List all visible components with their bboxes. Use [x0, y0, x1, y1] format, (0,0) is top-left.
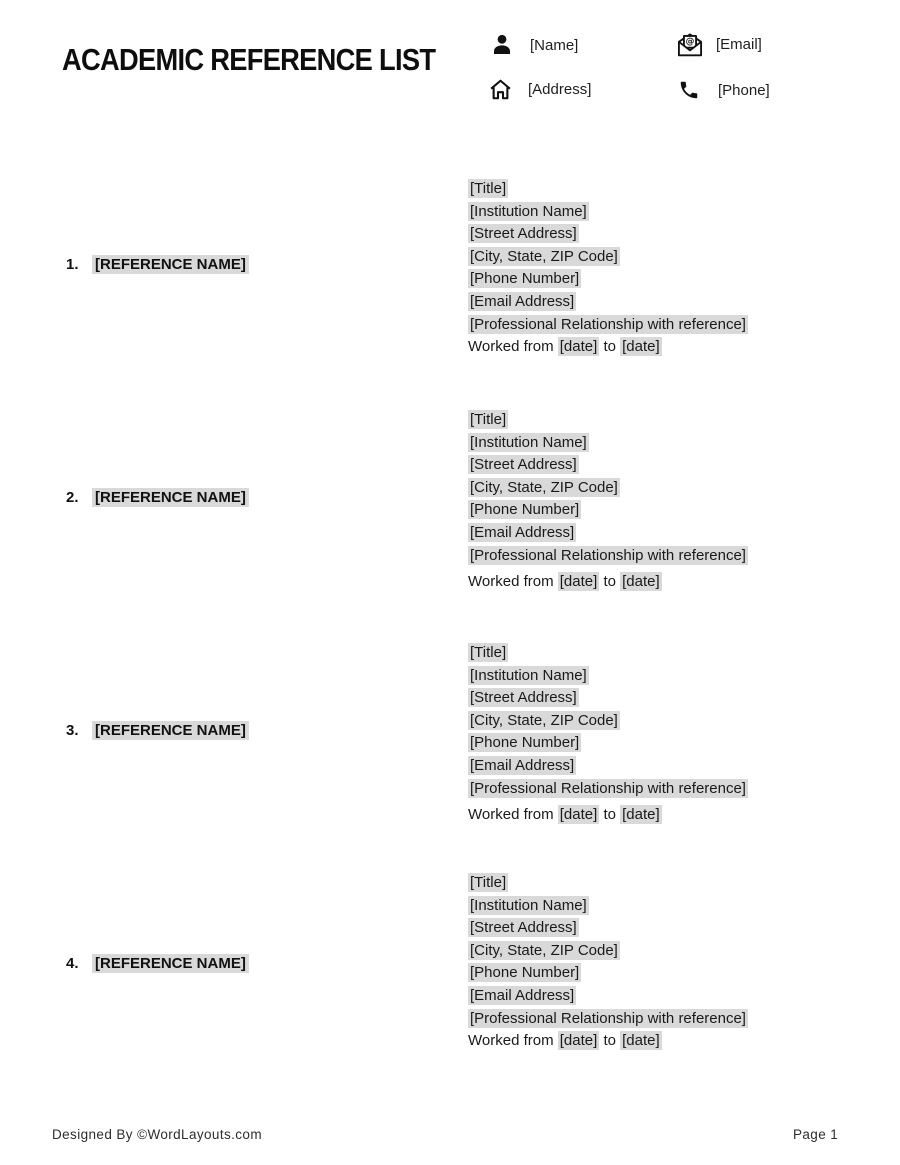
worked-to: to — [603, 1032, 616, 1050]
detail-line — [468, 687, 878, 710]
name-field[interactable]: [Name] — [530, 36, 579, 54]
reference-entry-label — [66, 488, 249, 507]
detail-line — [468, 985, 878, 1008]
date-field[interactable]: [date] — [559, 573, 598, 591]
detail-line — [468, 1008, 878, 1031]
phone-number-field[interactable]: [Phone Number] — [470, 270, 580, 288]
street-field[interactable]: [Street Address] — [470, 456, 577, 474]
page-title: ACADEMIC REFERENCE LIST — [62, 42, 436, 77]
detail-line — [468, 291, 878, 314]
reference-entry-label — [66, 954, 249, 973]
email-field[interactable]: [Email] — [716, 36, 762, 53]
detail-line — [468, 432, 878, 455]
person-icon — [490, 33, 530, 57]
detail-line — [468, 268, 878, 291]
worked-prefix: Worked from — [468, 338, 554, 356]
reference-name-field[interactable]: [REFERENCE NAME] — [92, 488, 249, 507]
date-field[interactable]: [date] — [622, 338, 660, 356]
title-field[interactable]: [Title] — [470, 644, 507, 661]
phone-icon — [678, 79, 718, 101]
email-icon — [676, 31, 716, 58]
relationship-field[interactable]: [Professional Relationship with reference] — [470, 315, 746, 333]
email-address-field[interactable]: [Email Address] — [470, 986, 575, 1004]
reference-entry-label — [66, 255, 249, 274]
city-field[interactable]: [City, State, ZIP Code] — [470, 711, 618, 729]
phone-number-field[interactable]: [Phone Number] — [470, 734, 580, 752]
street-field[interactable]: [Street Address] — [470, 919, 577, 937]
title-field[interactable]: [Title] — [470, 180, 507, 197]
reference-number: 1. — [66, 256, 79, 273]
institution-field[interactable]: [Institution Name] — [470, 433, 587, 451]
title-field[interactable]: [Title] — [470, 411, 507, 428]
detail-line — [468, 314, 878, 337]
worked-to: to — [603, 806, 616, 824]
detail-line — [468, 246, 878, 269]
reference-number: 2. — [66, 489, 79, 506]
contact-address — [488, 77, 591, 102]
page-number: Page 1 — [793, 1127, 839, 1142]
street-field[interactable]: [Street Address] — [470, 225, 577, 243]
worked-line — [468, 336, 878, 359]
detail-line — [468, 454, 878, 477]
detail-line — [468, 755, 878, 778]
relationship-field[interactable]: [Professional Relationship with reference] — [470, 546, 746, 564]
detail-line — [468, 223, 878, 246]
footer-credit: Designed By ©WordLayouts.com — [52, 1127, 262, 1142]
street-field[interactable]: [Street Address] — [470, 689, 577, 707]
svg-text:@: @ — [685, 37, 695, 48]
phone-number-field[interactable]: [Phone Number] — [470, 501, 580, 519]
reference-details — [468, 872, 878, 1053]
email-address-field[interactable]: [Email Address] — [470, 756, 575, 774]
detail-line — [468, 499, 878, 522]
worked-prefix: Worked from — [468, 573, 554, 591]
city-field[interactable]: [City, State, ZIP Code] — [470, 941, 618, 959]
detail-line — [468, 895, 878, 918]
detail-line — [468, 872, 878, 895]
detail-line — [468, 778, 878, 801]
contact-name — [490, 33, 578, 57]
reference-number: 4. — [66, 955, 79, 972]
reference-entry-label — [66, 721, 249, 740]
phone-field[interactable]: [Phone] — [718, 81, 770, 99]
worked-to: to — [603, 338, 616, 356]
institution-field[interactable]: [Institution Name] — [470, 202, 587, 220]
detail-line — [468, 409, 878, 432]
detail-line — [468, 962, 878, 985]
detail-line — [468, 732, 878, 755]
contact-phone — [678, 79, 770, 101]
reference-name-field[interactable]: [REFERENCE NAME] — [92, 255, 249, 274]
date-field[interactable]: [date] — [622, 1032, 660, 1050]
worked-line — [468, 1030, 878, 1053]
detail-line — [468, 665, 878, 688]
date-field[interactable]: [date] — [559, 806, 598, 824]
date-field[interactable]: [date] — [559, 338, 598, 356]
relationship-field[interactable]: [Professional Relationship with reference] — [470, 1009, 746, 1027]
detail-line — [468, 545, 878, 568]
detail-line — [468, 201, 878, 224]
worked-prefix: Worked from — [468, 1032, 554, 1050]
reference-name-field[interactable]: [REFERENCE NAME] — [92, 721, 249, 740]
address-field[interactable]: [Address] — [528, 81, 592, 98]
worked-line — [468, 804, 878, 827]
date-field[interactable]: [date] — [622, 573, 660, 591]
detail-line — [468, 917, 878, 940]
detail-line — [468, 642, 878, 665]
city-field[interactable]: [City, State, ZIP Code] — [470, 247, 618, 265]
reference-details — [468, 409, 878, 594]
worked-prefix: Worked from — [468, 806, 554, 824]
reference-details — [468, 178, 878, 359]
detail-line — [468, 940, 878, 963]
institution-field[interactable]: [Institution Name] — [470, 896, 587, 914]
city-field[interactable]: [City, State, ZIP Code] — [470, 478, 618, 496]
phone-number-field[interactable]: [Phone Number] — [470, 964, 580, 982]
detail-line — [468, 477, 878, 500]
email-address-field[interactable]: [Email Address] — [470, 523, 575, 541]
reference-name-field[interactable]: [REFERENCE NAME] — [92, 954, 249, 973]
worked-line — [468, 571, 878, 594]
detail-line — [468, 710, 878, 733]
contact-email — [676, 31, 762, 58]
reference-details — [468, 642, 878, 827]
title-field[interactable]: [Title] — [470, 874, 507, 891]
institution-field[interactable]: [Institution Name] — [470, 666, 587, 684]
reference-number: 3. — [66, 722, 79, 739]
email-address-field[interactable]: [Email Address] — [470, 292, 575, 310]
date-field[interactable]: [date] — [622, 806, 660, 824]
relationship-field[interactable]: [Professional Relationship with reference] — [470, 779, 746, 797]
detail-line — [468, 522, 878, 545]
worked-to: to — [603, 573, 616, 591]
detail-line — [468, 178, 878, 201]
home-icon — [488, 77, 528, 102]
date-field[interactable]: [date] — [559, 1032, 598, 1050]
